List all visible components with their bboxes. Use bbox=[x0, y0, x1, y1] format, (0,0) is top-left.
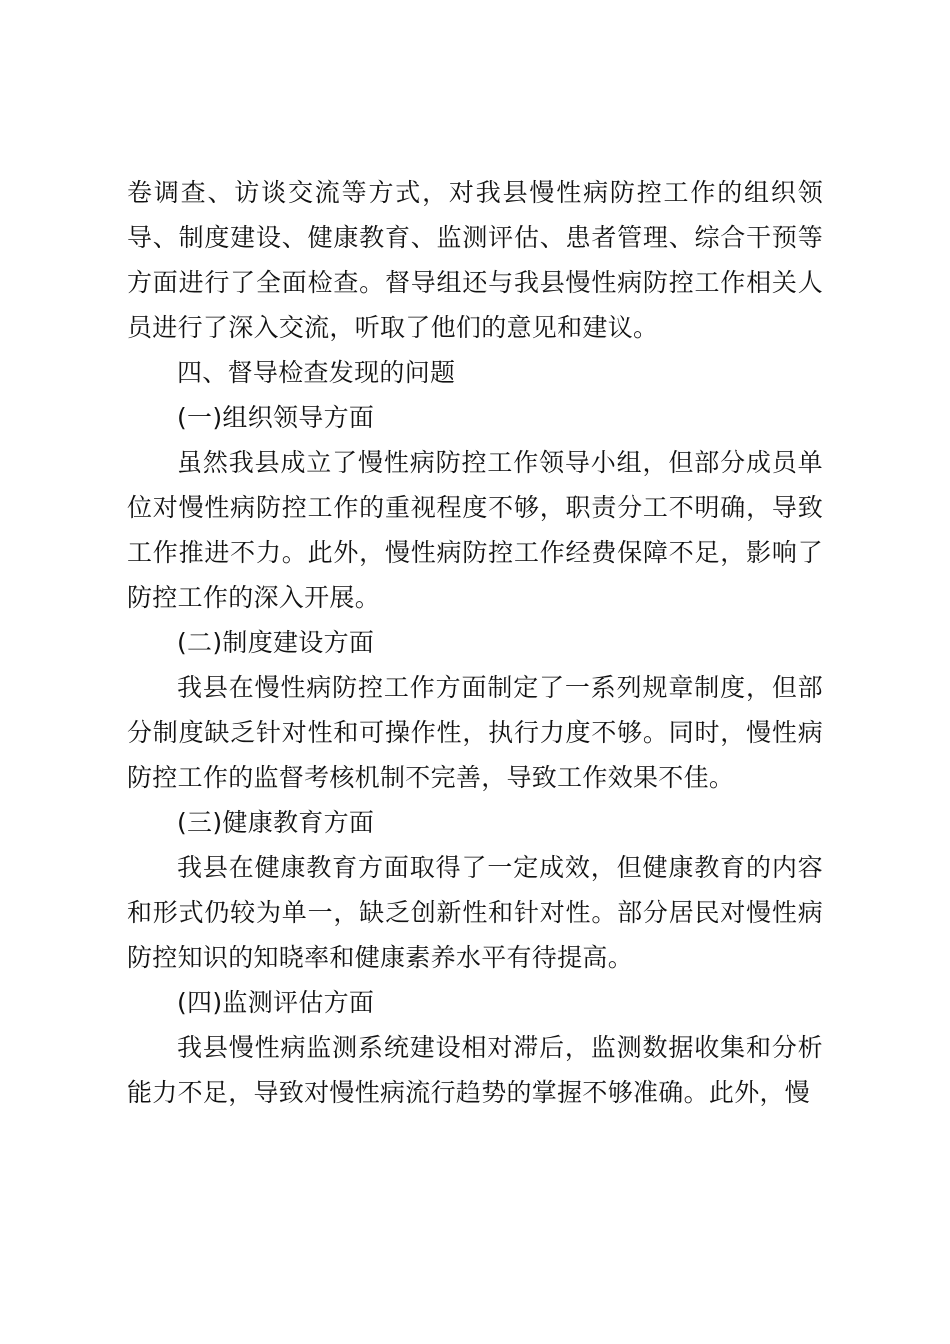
document-body bbox=[127, 170, 823, 1115]
section-heading: 四、督导检查发现的问题 bbox=[177, 358, 456, 387]
subsection-heading: (四)监测评估方面 bbox=[177, 988, 375, 1017]
paragraph: 我县在健康教育方面取得了一定成效，但健康教育的内容和形式仍较为单一，缺乏创新性和针对性。部分居民对慢性病防控知识的知晓率和健康素养水平有待提高。 bbox=[127, 853, 823, 972]
subsection-heading: (三)健康教育方面 bbox=[177, 808, 375, 837]
subsection-heading: (一)组织领导方面 bbox=[177, 403, 375, 432]
subsection-heading: (二)制度建设方面 bbox=[177, 628, 375, 657]
paragraph-continued: 卷调查、访谈交流等方式，对我县慢性病防控工作的组织领导、制度建设、健康教育、监测评估、患者管理、综合干预等方面进行了全面检查。督导组还与我县慢性病防控工作相关人员进行了深入交流，听取了他们的意见和建议。 bbox=[127, 178, 823, 342]
paragraph: 虽然我县成立了慢性病防控工作领导小组，但部分成员单位对慢性病防控工作的重视程度不够，职责分工不明确，导致工作推进不力。此外，慢性病防控工作经费保障不足，影响了防控工作的深入开展。 bbox=[127, 448, 823, 612]
paragraph: 我县在慢性病防控工作方面制定了一系列规章制度，但部分制度缺乏针对性和可操作性，执行力度不够。同时，慢性病防控工作的监督考核机制不完善，导致工作效果不佳。 bbox=[127, 673, 823, 792]
paragraph: 我县慢性病监测系统建设相对滞后，监测数据收集和分析能力不足，导致对慢性病流行趋势的掌握不够准确。此外，慢 bbox=[127, 1033, 823, 1107]
